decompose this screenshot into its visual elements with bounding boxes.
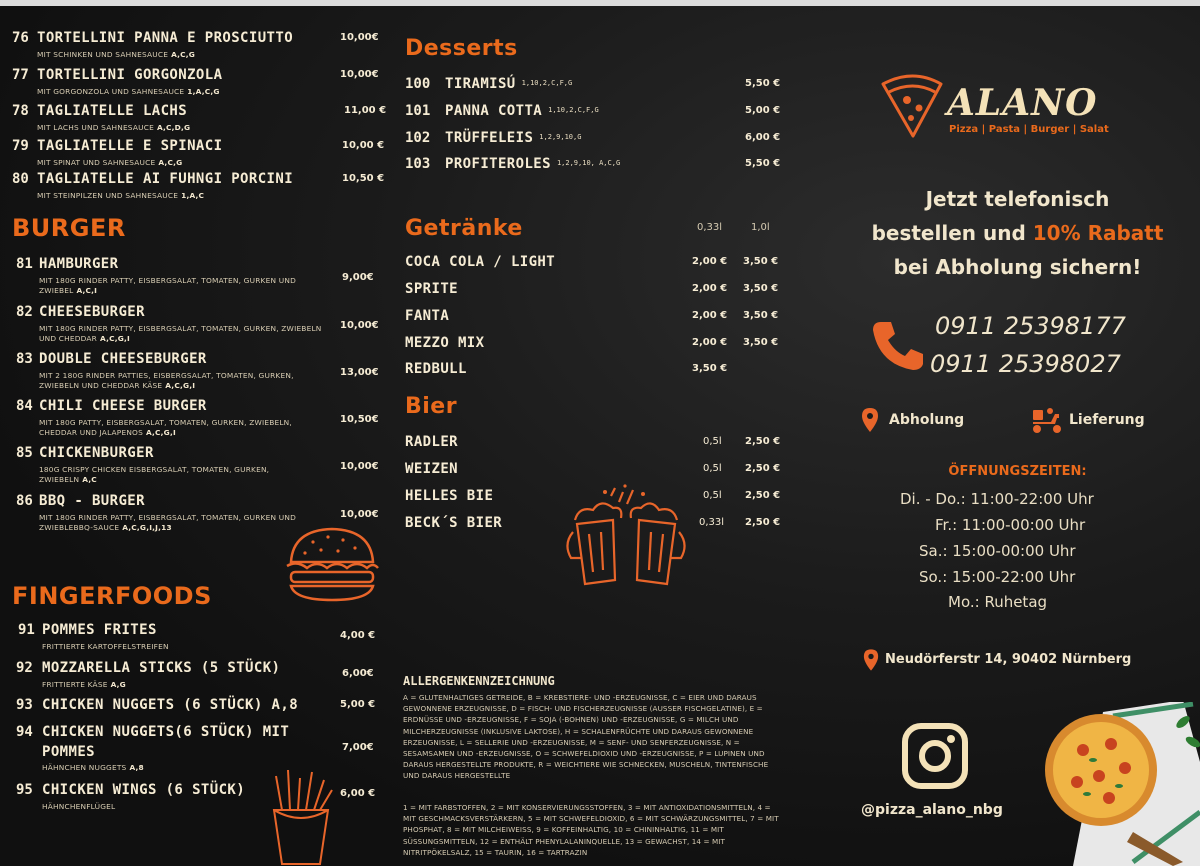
promo-line-1: Jetzt telefonisch xyxy=(925,187,1110,211)
item-price-large: 3,50 € xyxy=(743,310,779,321)
item-desc: HÄHNCHEN NUGGETS A,8 xyxy=(42,763,144,772)
item-desc: MIT 2 180G RINDER PATTIES, EISBERGSALAT, TOMATEN, GURKEN, ZWIEBELN UND CHEDDAR KÄSE A,C,G,I xyxy=(39,371,294,390)
menu-item-80 xyxy=(12,171,387,201)
phone-number-1[interactable]: 0911 25398177 xyxy=(935,312,1126,340)
item-price: 13,00€ xyxy=(340,367,379,378)
beer-item-radler xyxy=(405,434,785,456)
item-desc: FRITTIERTE KÄSE A,G xyxy=(42,680,126,689)
pizza-photo-illustration xyxy=(1043,702,1200,866)
item-price: 2,50 € xyxy=(745,517,781,528)
item-number: 101 xyxy=(405,103,431,119)
menu-item-81 xyxy=(16,256,388,296)
item-name: TIRAMISÚ $^{1,10,2,C,F,G}$ xyxy=(445,76,573,92)
beer-mugs-illustration-icon xyxy=(563,484,689,592)
item-name: DOUBLE CHEESEBURGER xyxy=(39,351,207,367)
item-name: CHICKEN NUGGETS(6 STÜCK) MIT xyxy=(42,724,290,740)
drink-item-mezzo-mix xyxy=(405,335,785,357)
item-name: WEIZEN xyxy=(405,461,458,477)
dessert-item-100 xyxy=(405,76,785,98)
opening-hours-line: Sa.: 15:00-00:00 Uhr xyxy=(919,542,1076,560)
item-size: 0,5l xyxy=(703,463,722,474)
item-price: 10,00€ xyxy=(340,32,379,43)
menu-item-92 xyxy=(16,660,388,690)
item-number: 76 xyxy=(12,30,29,46)
item-price-small: 2,00 € xyxy=(692,283,728,294)
item-desc: MIT 180G RINDER PATTY, EISBERGSALAT, TOMATEN, GURKEN UND ZWIEBLEBBQ-SAUCE A,C,G,I,J,13 xyxy=(39,513,296,532)
menu-item-84 xyxy=(16,398,388,438)
item-number: 102 xyxy=(405,130,431,146)
menu-item-85 xyxy=(16,445,388,485)
size-header-large: 1,0l xyxy=(751,222,770,233)
item-price: 6,00 € xyxy=(745,132,781,143)
item-size: 0,33l xyxy=(699,517,725,528)
item-price: 5,50 € xyxy=(745,78,781,89)
item-price-large: 3,50 € xyxy=(743,337,779,348)
item-number: 85 xyxy=(16,445,33,461)
drink-item-redbull xyxy=(405,361,785,383)
dessert-item-103 xyxy=(405,156,785,178)
allergen-letters-text: A = GLUTENHALTIGES GETREIDE, B = KREBSTIERE- UND -ERZEUGNISSE, C = EIER UND DARAUS GEWONNENE ERZEUGNISSE, D = FISCH- UND FISCHERZEUGNISSE (AUSSER FISCHGELATINE), E = ERDNÜSSE UND -ERZEUGNISSE, F = SOJA (-BOHNEN) UND -ERZEUGNISSE, G = MILCH UND MILCHERZEUGNISSE (INKLUSIVE LAKTOSE), H = SCHALENFRÜCHTE UND DARAUS GEWONNENE ERZEUGNISSE, L = SELLERIE UND -ERZEUGNISSE, M = SENF- UND SENFERZEUGNISSE, N = SESAMSAMEN UND -ERZEUGNISSE, O = SCHWEFELDIOXID UND -ERZEUGNISSE, P = LUPINEN UND DARAUS HERGESTELLTE PRODUKTE, R = WEICHTIERE WIE SCHNECKEN, MUSCHELN, TINTENFISCHE UND DARAUS HERGESTELLTE xyxy=(403,693,769,781)
item-price: 6,00€ xyxy=(342,668,374,679)
column-desserts-drinks xyxy=(395,6,795,866)
item-price: 2,50 € xyxy=(745,490,781,501)
item-number: 94 xyxy=(16,724,33,740)
instagram-icon[interactable] xyxy=(901,722,969,790)
menu-item-76 xyxy=(12,30,387,60)
item-desc: MIT SPINAT UND SAHNESAUCE A,C,G xyxy=(37,158,183,167)
opening-hours-line: Di. - Do.: 11:00-22:00 Uhr xyxy=(900,490,1094,508)
item-size: 0,5l xyxy=(703,436,722,447)
brand-name: ALANO xyxy=(947,82,1098,124)
item-number: 82 xyxy=(16,304,33,320)
drink-item-sprite xyxy=(405,281,785,303)
item-name: MEZZO MIX xyxy=(405,335,485,351)
item-number: 79 xyxy=(12,138,29,154)
section-title-bier: Bier xyxy=(405,394,458,419)
item-price: 10,50€ xyxy=(340,414,379,425)
item-price: 2,50 € xyxy=(745,436,781,447)
item-price: 10,00€ xyxy=(340,69,379,80)
item-price-large: 3,50 € xyxy=(743,283,779,294)
section-title-desserts: Desserts xyxy=(405,36,518,61)
menu-item-93 xyxy=(16,697,388,719)
item-desc: MIT LACHS UND SAHNESAUCE A,C,D,G xyxy=(37,123,191,132)
item-name: TORTELLINI PANNA E PROSCIUTTO xyxy=(37,30,294,46)
opening-hours-line: So.: 15:00-22:00 Uhr xyxy=(919,568,1076,586)
item-name: CHILI CHEESE BURGER xyxy=(39,398,207,414)
item-name: PANNA COTTA $^{1,10,2,C,F,G}$ xyxy=(445,103,599,119)
item-name: COCA COLA / LIGHT xyxy=(405,254,556,270)
item-price: 10,00€ xyxy=(340,461,379,472)
burger-illustration-icon xyxy=(283,524,381,604)
item-name: BECK´S BIER xyxy=(405,515,503,531)
item-name: FANTA xyxy=(405,308,450,324)
item-number: 93 xyxy=(16,697,33,713)
drink-item-fanta xyxy=(405,308,785,330)
location-pin-icon xyxy=(861,407,879,433)
brand-logo xyxy=(879,68,1159,158)
column-brand-info xyxy=(835,6,1200,866)
section-title-fingerfoods: FINGERFOODS xyxy=(12,582,212,610)
item-name-line2: POMMES xyxy=(42,744,95,760)
item-desc: 180G CRISPY CHICKEN EISBERGSALAT, TOMATEN, GURKEN, ZWIEBELN A,C xyxy=(39,465,270,484)
phone-number-2[interactable]: 0911 25398027 xyxy=(930,350,1121,378)
opening-hours-line: Mo.: Ruhetag xyxy=(948,593,1048,611)
promo-discount: 10% Rabatt xyxy=(1032,221,1164,245)
item-desc: MIT SCHINKEN UND SAHNESAUCE A,C,G xyxy=(37,50,196,59)
item-price-small: 2,00 € xyxy=(692,310,728,321)
item-desc: HÄHNCHENFLÜGEL xyxy=(42,802,116,811)
item-price: 5,50 € xyxy=(745,158,781,169)
item-price: 10,00 € xyxy=(342,140,385,151)
item-price: 10,00€ xyxy=(340,320,379,331)
item-price: 11,00 € xyxy=(344,105,387,116)
item-price: 5,00 € xyxy=(745,105,781,116)
item-desc: FRITTIERTE KARTOFFELSTREIFEN xyxy=(42,642,169,651)
item-name: CHEESEBURGER xyxy=(39,304,145,320)
item-desc: MIT 180G PATTY, EISBERGSALAT, TOMATEN, GURKEN, ZWIEBELN, CHEDDAR UND JALAPENOS A,C,G,I xyxy=(39,418,292,437)
instagram-handle[interactable]: @pizza_alano_nbg xyxy=(861,802,1003,818)
item-number: 91 xyxy=(18,622,35,638)
address-pin-icon xyxy=(863,648,879,672)
beer-item-weizen xyxy=(405,461,785,483)
menu-item-91 xyxy=(18,622,388,652)
item-number: 81 xyxy=(16,256,33,272)
allergen-title: ALLERGENKENNZEICHNUNG xyxy=(403,674,555,688)
phone-icon xyxy=(871,318,925,372)
brand-tagline: Pizza | Pasta | Burger | Salat xyxy=(949,124,1109,135)
item-number: 100 xyxy=(405,76,431,92)
opening-hours-line: Fr.: 11:00-00:00 Uhr xyxy=(935,516,1086,534)
delivery-scooter-icon xyxy=(1029,406,1063,434)
item-desc: MIT 180G RINDER PATTY, EISBERGSALAT, TOMATEN, GURKEN, ZWIEBELN UND CHEDDAR A,C,G,I xyxy=(39,324,322,343)
item-name: TAGLIATELLE AI FUHNGI PORCINI xyxy=(37,171,294,187)
item-number: 86 xyxy=(16,493,33,509)
item-price: 2,50 € xyxy=(745,463,781,474)
item-name: HELLES BIE xyxy=(405,488,494,504)
pizza-slice-logo-icon xyxy=(879,70,945,140)
service-lieferung: Lieferung xyxy=(1069,412,1145,428)
item-price: 7,00€ xyxy=(342,742,374,753)
item-number: 92 xyxy=(16,660,33,676)
section-title-getraenke: Getränke xyxy=(405,216,523,241)
item-price: 10,00€ xyxy=(340,509,379,520)
menu-item-78 xyxy=(12,103,387,133)
item-name: MOZZARELLA STICKS (5 STÜCK) xyxy=(42,660,281,676)
item-desc: MIT STEINPILZEN UND SAHNESAUCE 1,A,C xyxy=(37,191,205,200)
opening-hours-title: ÖFFNUNGSZEITEN: xyxy=(948,464,1087,479)
item-name: POMMES FRITES xyxy=(42,622,157,638)
item-number: 77 xyxy=(12,67,29,83)
item-price-large: 3,50 € xyxy=(743,256,779,267)
item-name: TORTELLINI GORGONZOLA xyxy=(37,67,223,83)
item-price: 6,00 € xyxy=(340,788,376,799)
item-price-small: 2,00 € xyxy=(692,256,728,267)
item-size: 0,5l xyxy=(703,490,722,501)
item-name: TAGLIATELLE E SPINACI xyxy=(37,138,223,154)
column-pasta-burger-fingerfoods xyxy=(0,6,395,866)
allergen-numbers-text: 1 = MIT FARBSTOFFEN, 2 = MIT KONSERVIERUNGSSTOFFEN, 3 = MIT ANTIOXIDATIONSMITTELN, 4 = MIT GESCHMACKSVERSTÄRKERN, 5 = MIT SCHWEFELDIOXID, 6 = MIT SCHWÄRZUNGSMITTEL, 7 = MIT PHOSPHAT, 8 = MIT MILCHEIWEISS, 9 = KOFFEINHALTIG, 10 = CHININHALTIG, 11 = MIT SÜSSUNGSMITTELN, 12 = ENTHÄLT PHENYLALANINQUELLE, 13 = GEWACHST, 14 = MIT NITRITPÖKELSALZ, 15 = TAURIN, 16 = TARTRAZIN xyxy=(403,803,779,857)
item-name: CHICKENBURGER xyxy=(39,445,154,461)
item-name: RADLER xyxy=(405,434,458,450)
item-number: 80 xyxy=(12,171,29,187)
item-name: SPRITE xyxy=(405,281,458,297)
item-number: 84 xyxy=(16,398,33,414)
drink-item-cola xyxy=(405,254,785,276)
item-price-small: 3,50 € xyxy=(692,363,728,374)
dessert-item-102 xyxy=(405,130,785,152)
item-name: HAMBURGER xyxy=(39,256,119,272)
item-number: 95 xyxy=(16,782,33,798)
item-name: CHICKEN WINGS (6 STÜCK) xyxy=(42,782,246,798)
address: Neudörferstr 14, 90402 Nürnberg xyxy=(885,652,1132,667)
promo-line-2: bestellen und 10% Rabatt xyxy=(871,221,1164,245)
item-desc: MIT 180G RINDER PATTY, EISBERGSALAT, TOMATEN, GURKEN UND ZWIEBEL A,C,I xyxy=(39,276,296,295)
service-abholung: Abholung xyxy=(889,412,965,428)
menu-item-82 xyxy=(16,304,388,344)
item-name: TAGLIATELLE LACHS xyxy=(37,103,188,119)
item-number: 83 xyxy=(16,351,33,367)
section-title-burger: BURGER xyxy=(12,214,126,242)
item-price-small: 2,00 € xyxy=(692,337,728,348)
item-price: 9,00€ xyxy=(342,272,374,283)
item-name: TRÜFFELEIS $^{1,2,9,10,G}$ xyxy=(445,130,582,146)
item-number: 103 xyxy=(405,156,431,172)
menu-item-77 xyxy=(12,67,387,97)
item-desc: MIT GORGONZOLA UND SAHNESAUCE 1,A,C,G xyxy=(37,87,220,96)
promo-line-3: bei Abholung sichern! xyxy=(893,255,1142,279)
item-name: REDBULL xyxy=(405,361,467,377)
menu-item-83 xyxy=(16,351,388,391)
menu-item-94 xyxy=(16,724,388,774)
item-number: 78 xyxy=(12,103,29,119)
item-price: 5,00 € xyxy=(340,699,376,710)
fries-illustration-icon xyxy=(268,768,338,866)
item-price: 4,00 € xyxy=(340,630,376,641)
item-name: BBQ - BURGER xyxy=(39,493,145,509)
item-price: 10,50 € xyxy=(342,173,385,184)
menu-item-79 xyxy=(12,138,387,168)
item-name: CHICKEN NUGGETS (6 STÜCK) A,8 xyxy=(42,697,299,713)
size-header-small: 0,33l xyxy=(697,222,723,233)
promo-text xyxy=(835,182,1200,284)
dessert-item-101 xyxy=(405,103,785,125)
item-name: PROFITEROLES $^{1,2,9,10, A,C,G}$ xyxy=(445,156,621,172)
